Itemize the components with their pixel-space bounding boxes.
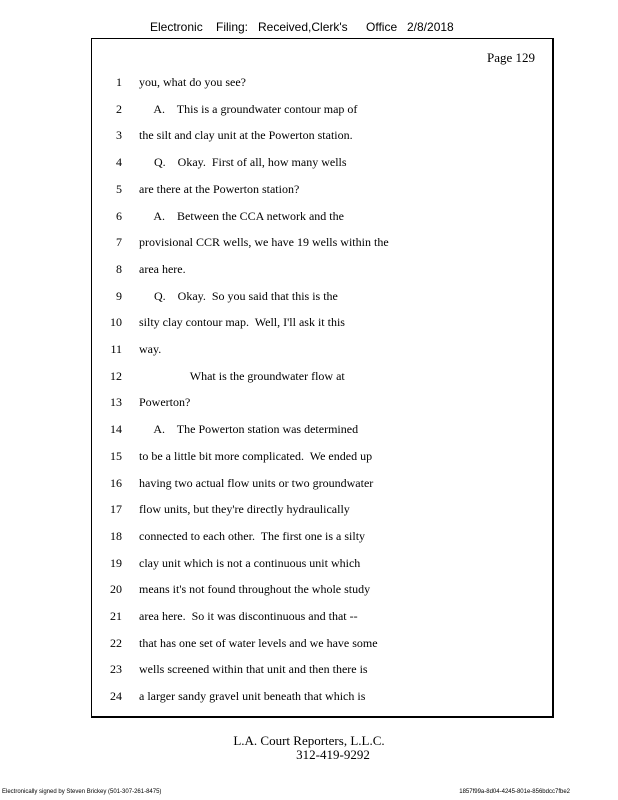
line-text: that has one set of water levels and we have some xyxy=(139,635,378,650)
transcript-line xyxy=(92,233,552,251)
line-number: 18 xyxy=(110,528,122,543)
transcript-line xyxy=(92,340,552,358)
transcript-line xyxy=(92,287,552,305)
transcript-line xyxy=(92,447,552,465)
line-number: 8 xyxy=(116,261,122,276)
reporter-company: L.A. Court Reporters, L.L.C. xyxy=(233,733,385,748)
line-number: 14 xyxy=(110,422,122,437)
line-number: 15 xyxy=(110,448,122,463)
transcript-line xyxy=(92,420,552,438)
transcript-page-frame xyxy=(91,38,554,718)
line-number: 2 xyxy=(116,101,122,116)
line-text: A. This is a groundwater contour map of xyxy=(139,101,358,116)
reporter-phone: 312-419-9292 xyxy=(296,747,370,762)
transcript-line xyxy=(92,73,552,91)
line-text: means it's not found throughout the whole study xyxy=(139,582,371,597)
transcript-line xyxy=(92,474,552,492)
line-text: the silt and clay unit at the Powerton station. xyxy=(139,128,353,143)
line-text: having two actual flow units or two groundwater xyxy=(139,475,374,490)
transcript-line xyxy=(92,100,552,118)
line-number: 10 xyxy=(110,315,122,330)
transcript-line xyxy=(92,313,552,331)
transcript-line xyxy=(92,634,552,652)
line-text: you, what do you see? xyxy=(139,75,246,89)
line-text: provisional CCR wells, we have 19 wells within the xyxy=(139,235,389,250)
line-number: 5 xyxy=(116,181,122,196)
line-number: 11 xyxy=(110,342,122,356)
line-text: a larger sandy gravel unit beneath that which is xyxy=(139,689,366,704)
line-number: 17 xyxy=(110,502,122,517)
line-number: 7 xyxy=(116,235,122,250)
line-text: flow units, but they're directly hydraulically xyxy=(139,502,350,517)
line-text: A. Between the CCA network and the xyxy=(139,208,344,223)
line-text: area here. xyxy=(139,261,186,276)
stamp-word: 2/8/2018 xyxy=(407,20,454,34)
line-text: to be a little bit more complicated. We ended up xyxy=(139,448,373,463)
page-number: Page 129 xyxy=(486,50,535,65)
line-text: Powerton? xyxy=(139,395,191,410)
line-text: are there at the Powerton station? xyxy=(139,181,300,196)
transcript-line xyxy=(92,126,552,144)
transcript-line xyxy=(92,580,552,598)
line-number: 19 xyxy=(110,555,122,570)
line-number: 12 xyxy=(110,368,122,383)
line-number: 4 xyxy=(116,155,122,170)
line-text: silty clay contour map. Well, I'll ask it this xyxy=(139,315,345,330)
line-number: 9 xyxy=(116,288,122,303)
line-text: way. xyxy=(139,342,162,356)
document-hash: 1857f99a-8d04-4245-801e-856bdcc7fbe2 xyxy=(459,789,570,795)
transcript-line xyxy=(92,260,552,278)
signature-note: Electronically signed by Steven Brickey (501-307-261-8475) xyxy=(2,789,162,795)
line-number: 1 xyxy=(116,75,122,89)
transcript-line xyxy=(92,554,552,572)
transcript-line xyxy=(92,500,552,518)
stamp-word: Filing: xyxy=(216,20,249,34)
line-number: 23 xyxy=(110,662,122,677)
transcript-line xyxy=(92,527,552,545)
line-number: 22 xyxy=(110,635,122,650)
transcript-line xyxy=(92,393,552,411)
line-number: 21 xyxy=(110,609,122,623)
transcript-line xyxy=(92,207,552,225)
line-text: clay unit which is not a continuous unit which xyxy=(139,555,361,570)
line-number: 20 xyxy=(110,582,122,597)
transcript-line xyxy=(92,660,552,678)
line-number: 24 xyxy=(110,689,122,704)
transcript-line xyxy=(92,180,552,198)
transcript-line xyxy=(92,367,552,385)
line-number: 6 xyxy=(116,208,122,223)
line-number: 3 xyxy=(116,128,122,143)
line-text: connected to each other. The first one is a silty xyxy=(139,528,366,543)
line-number: 13 xyxy=(110,395,122,410)
stamp-word: Electronic xyxy=(150,20,203,34)
line-text: A. The Powerton station was determined xyxy=(139,422,359,437)
stamp-word: Office xyxy=(366,20,398,34)
line-text: wells screened within that unit and then there is xyxy=(139,662,368,677)
transcript-line xyxy=(92,153,552,171)
stamp-word: Received,Clerk's xyxy=(258,20,348,34)
line-text: What is the groundwater flow at xyxy=(139,368,345,383)
line-text: area here. So it was discontinuous and that -- xyxy=(139,609,358,623)
line-number: 16 xyxy=(110,475,122,490)
transcript-line xyxy=(92,607,552,625)
transcript-line xyxy=(92,687,552,705)
line-text: Q. Okay. So you said that this is the xyxy=(139,288,338,303)
line-text: Q. Okay. First of all, how many wells xyxy=(139,155,347,170)
